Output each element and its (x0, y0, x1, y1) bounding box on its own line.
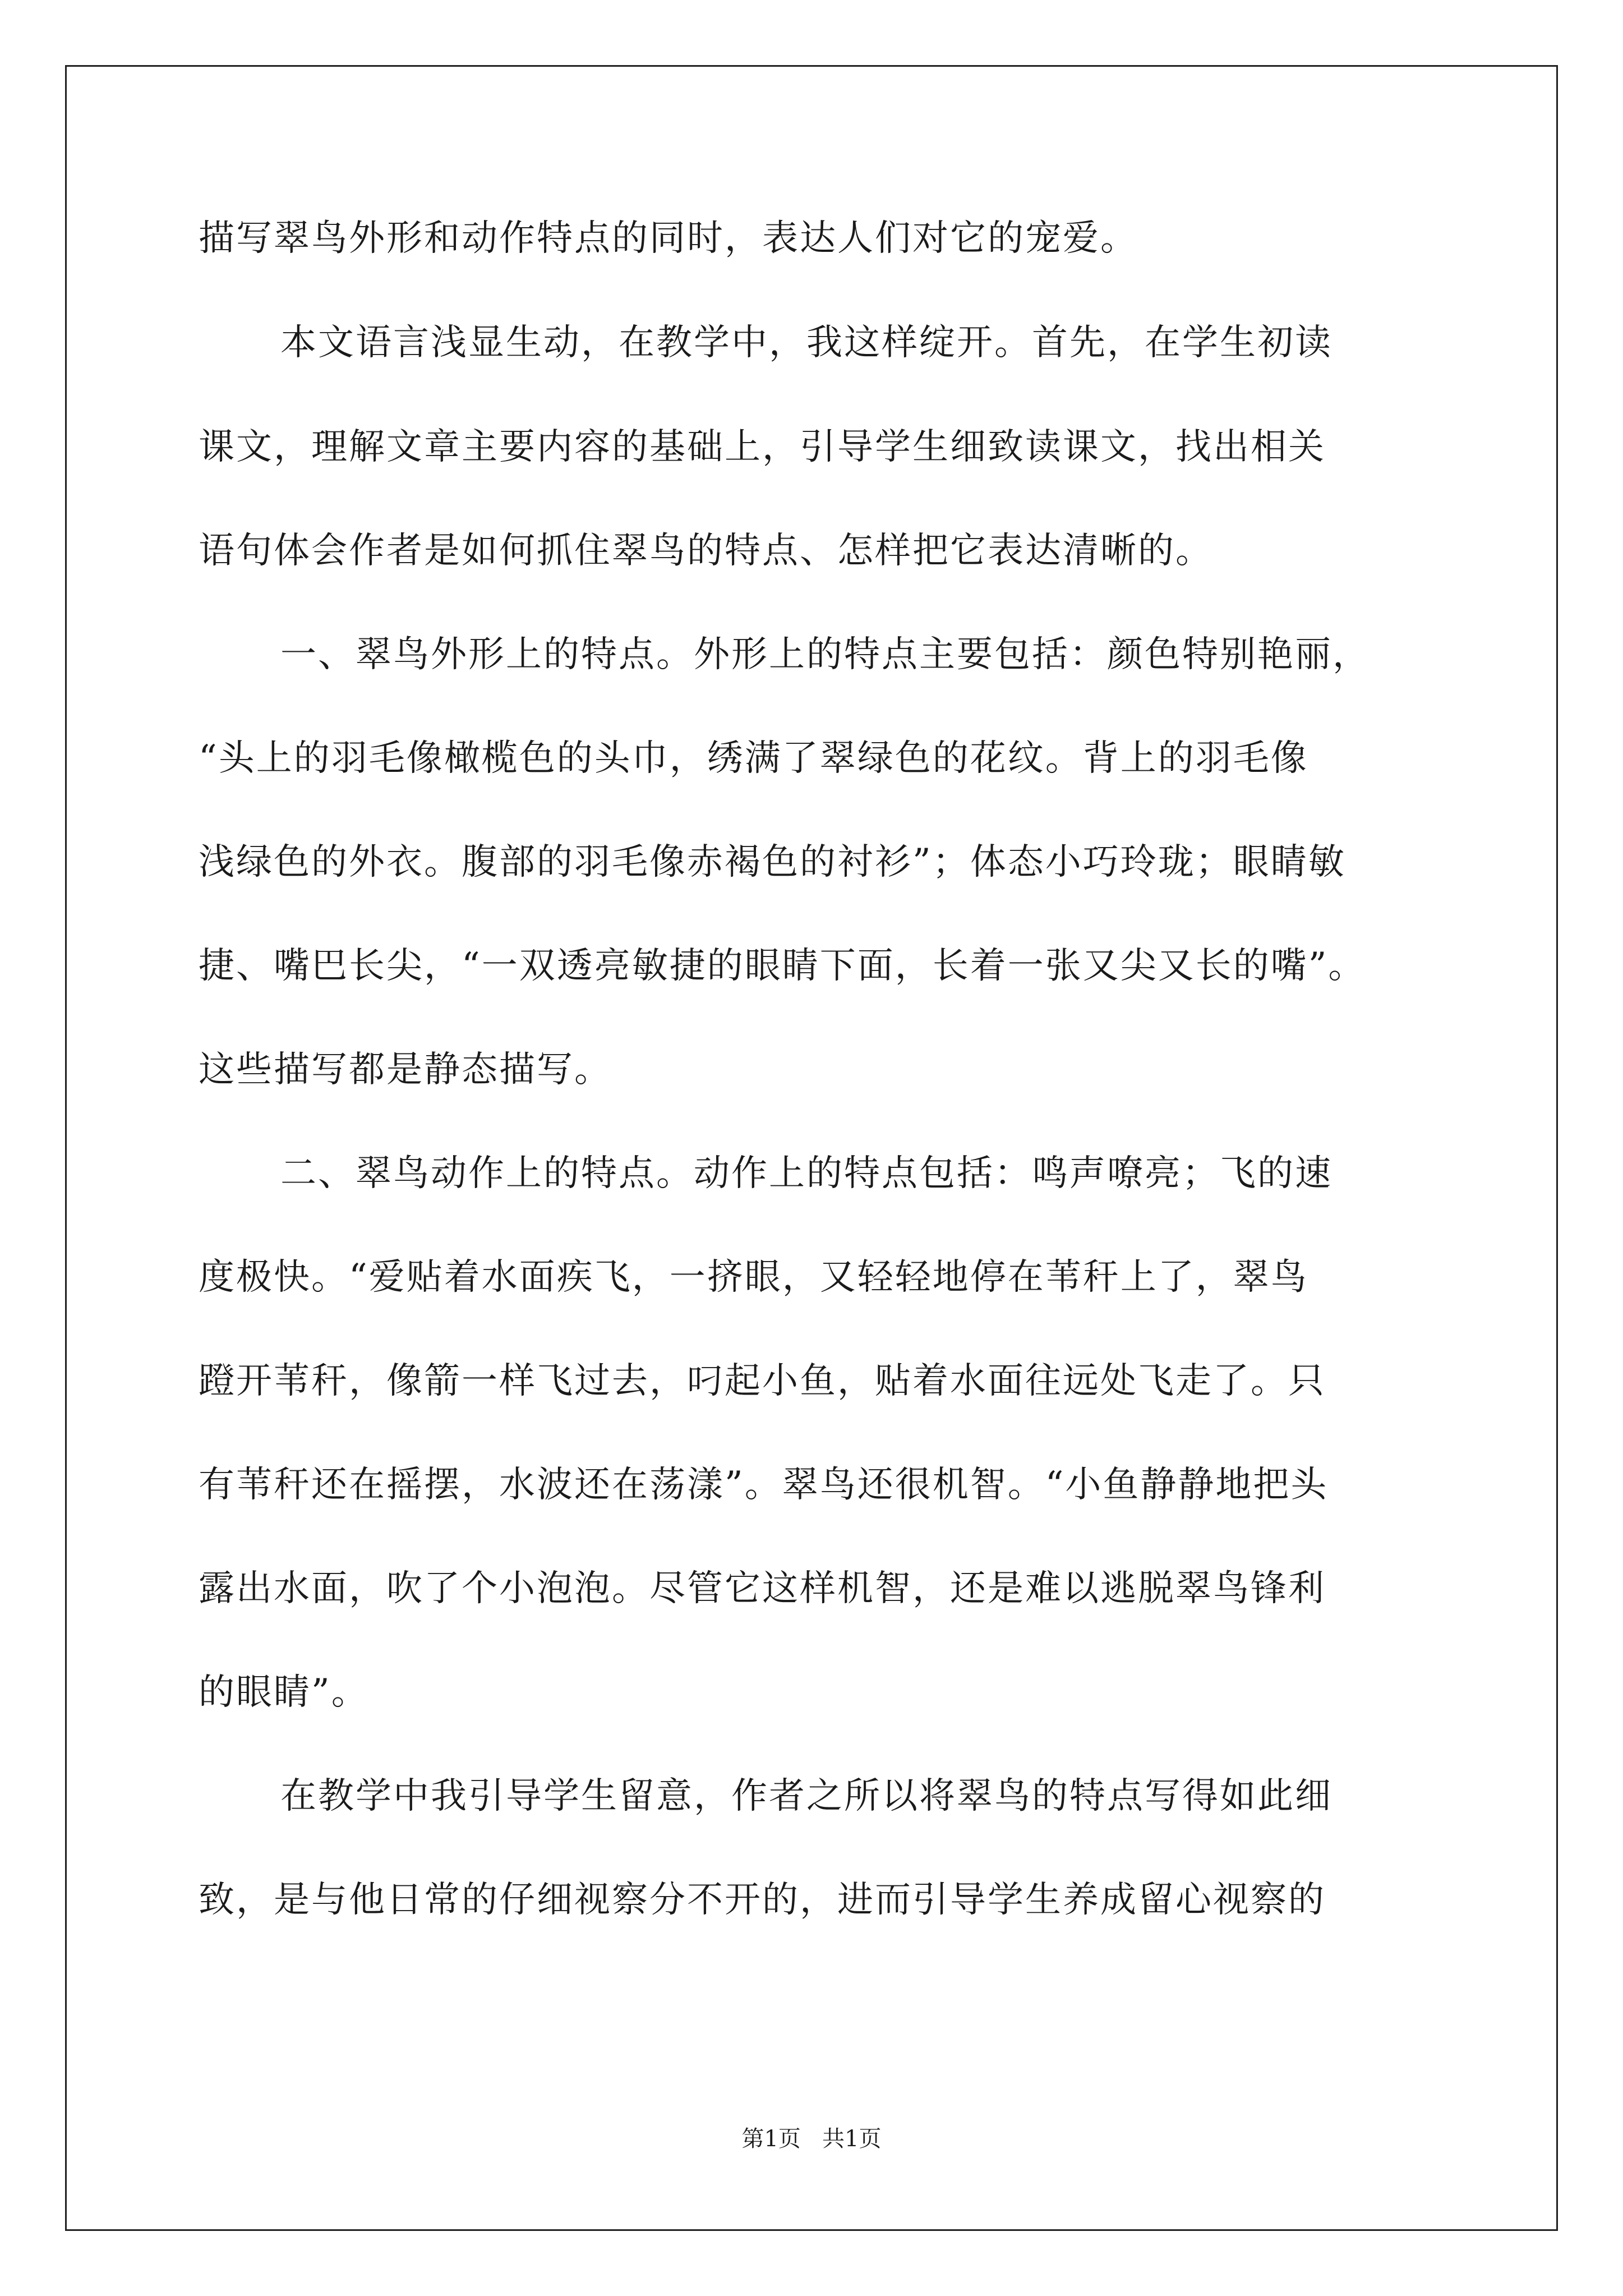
text-line: 一、翠鸟外形上的特点。外形上的特点主要包括：颜色特别艳丽， (280, 634, 1370, 675)
page-number-footer: 第1页 共1页 (741, 2126, 882, 2152)
text-line: 这些描写都是静态描写。 (199, 1049, 612, 1091)
text-line: 本文语言浅显生动，在教学中，我这样绽开。首先，在学生初读 (280, 322, 1332, 364)
text-line: 浅绿色的外衣。腹部的羽毛像赤褐色的衬衫”；体态小巧玲珑；眼睛敏 (199, 841, 1346, 883)
text-line: 描写翠鸟外形和动作特点的同时，表达人们对它的宠爱。 (199, 218, 1138, 259)
text-line: 致，是与他日常的仔细视察分不开的，进而引导学生养成留心视察的 (199, 1879, 1326, 1921)
text-line: 的眼睛”。 (199, 1672, 369, 1713)
text-line: 在教学中我引导学生留意，作者之所以将翠鸟的特点写得如此细 (280, 1775, 1332, 1817)
text-line: 捷、嘴巴长尖，“一双透亮敏捷的眼睛下面，长着一张又尖又长的嘴”。 (199, 945, 1366, 987)
text-line: 度极快。“爱贴着水面疾飞，一挤眼，又轻轻地停在苇秆上了，翠鸟 (199, 1257, 1308, 1298)
text-line: “头上的羽毛像橄榄色的头巾，绣满了翠绿色的花纹。背上的羽毛像 (199, 738, 1308, 779)
text-line: 二、翠鸟动作上的特点。动作上的特点包括：鸣声嘹亮；飞的速 (280, 1153, 1332, 1194)
text-line: 露出水面，吹了个小泡泡。尽管它这样机智，还是难以逃脱翠鸟锋利 (199, 1568, 1326, 1609)
text-line: 课文，理解文章主要内容的基础上，引导学生细致读课文，找出相关 (199, 426, 1326, 468)
text-line: 语句体会作者是如何抓住翠鸟的特点、怎样把它表达清晰的。 (199, 530, 1213, 572)
text-line: 蹬开苇秆，像箭一样飞过去，叼起小鱼，贴着水面往远处飞走了。只 (199, 1360, 1326, 1402)
text-line: 有苇秆还在摇摆，水波还在荡漾”。翠鸟还很机智。“小鱼静静地把头 (199, 1464, 1329, 1506)
